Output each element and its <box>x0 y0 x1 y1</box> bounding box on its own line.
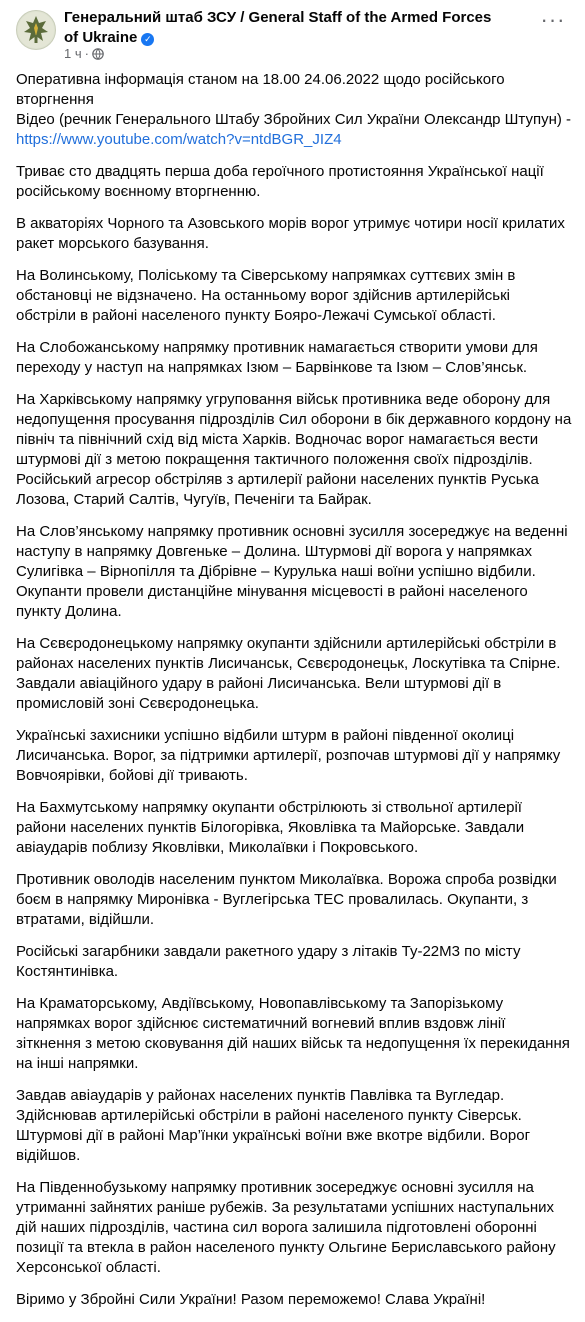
intro-line-2: Відео (речник Генерального Штабу Збройних Сил України Олександр Штупун) - <box>16 111 572 128</box>
post-paragraph-15: Віримо у Збройні Сили України! Разом переможемо! Слава Україні! <box>16 1291 486 1308</box>
meta-separator: · <box>84 46 89 61</box>
page-name-text[interactable]: Генеральний штаб ЗСУ / General Staff of the Armed Forces of Ukraine <box>64 9 492 46</box>
post-paragraph-1: Триває сто двадцять перша доба героїчного протистояння Української нації російському воєнному вторгненню. <box>16 163 544 200</box>
post-paragraph-8: Українські захисники успішно відбили штурм в районі південної околиці Лисичанська. Ворог, за підтримки артилерії, розпочав штурмові дії у напрямку Вовчоярівки, бойові дії тривають. <box>16 727 561 784</box>
more-options-icon[interactable]: ··· <box>540 7 566 32</box>
coat-of-arms-icon <box>17 11 55 49</box>
post-paragraph-4: На Слобожанському напрямку противник намагається створити умови для переходу у наступ на напрямках Ізюм – Барвінкове та Ізюм – Слов’янськ. <box>16 339 538 376</box>
post-paragraph-9: На Бахмутському напрямку окупанти обстрілюють зі ствольної артилерії райони населених пунктів Білогорівка, Яковлівка та Майорське. Завдали авіаударів поблизу Яковлівки, Миколаївки і Покровського. <box>16 799 525 856</box>
intro-paragraph <box>16 70 572 150</box>
globe-icon[interactable] <box>92 48 104 64</box>
post-paragraph-2: В акваторіях Чорного та Азовського морів ворог утримує чотири носії крилатих ракет морського базування. <box>16 215 565 252</box>
post-paragraph-3: На Волинському, Поліському та Сіверському напрямках суттєвих змін в обстановці не відзначено. На останньому ворог здійснив артилерійські обстріли в районі населеного пункту Бояро-Лежачі Сумської області. <box>16 267 516 324</box>
verified-badge-icon: ✓ <box>141 33 154 46</box>
page-name[interactable] <box>64 8 504 48</box>
post-paragraph-11: Російські загарбники завдали ракетного удару з літаків Ту-22М3 по місту Костянтинівка. <box>16 943 521 980</box>
post-paragraph-5: На Харківському напрямку угруповання військ противника веде оборону для недопущення просування підрозділів Сил оборони в бік державного кордону на північ та північний схід від міста Харків. Водночас ворог намагається вести штурмові дії з метою покращення тактичного положення своїх підрозділів. Російський агресор обстріляв з артилерії райони населених пунктів Руська Лозова, Старий Салтів, Чугуїв, Печеніги та Байрак. <box>16 391 572 508</box>
post-meta <box>64 46 104 64</box>
avatar[interactable] <box>16 10 56 50</box>
intro-line-1: Оперативна інформація станом на 18.00 24.06.2022 щодо російського вторгнення <box>16 71 505 108</box>
post-paragraph-12: На Краматорському, Авдіївському, Новопавлівському та Запорізькому напрямках ворог здійснює систематичний вогневий вплив вздовж лінії зіткнення з метою сковування дій наших військ та недопущення їх перекидання на інші напрямки. <box>16 995 570 1072</box>
post-time[interactable]: 1 ч <box>64 46 82 61</box>
post-paragraph-7: На Сєвєродонецькому напрямку окупанти здійснили артилерійські обстріли в районах населених пунктів Лисичанськ, Сєвєродонецьк, Лоскутівка та Спірне. Завдали авіаційного удару в районі Лисичанська. Вели штурмові дії в промисловій зоні Сєвєродонецька. <box>16 635 561 712</box>
post-paragraph-6: На Слов’янському напрямку противник основні зусилля зосереджує на веденні наступу в напрямку Довгеньке – Долина. Штурмові дії ворога у напрямках Сулигівка – Вірнопілля та Дібрівне – Курулька наші воїни успішно відбили. Окупанти провели дистанційне мінування місцевості в районі населеного пункту Долина. <box>16 523 568 620</box>
video-link[interactable]: https://www.youtube.com/watch?v=ntdBGR_JIZ4 <box>16 131 342 148</box>
post-paragraph-10: Противник оволодів населеним пунктом Миколаївка. Ворожа спроба розвідки боєм в напрямку Миронівка - Вуглегірська ТЕС провалилась. Окупанти, з втратами, відійшли. <box>16 871 557 928</box>
post-body <box>16 70 572 1322</box>
post-paragraph-13: Завдав авіаударів у районах населених пунктів Павлівка та Вугледар. Здійснював артилерійські обстріли в районі населеного пункту Сіверськ. Штурмові дії в районі Мар’їнки українські воїни вже вкотре відбили. Ворог відійшов. <box>16 1087 531 1164</box>
post-paragraph-14: На Південнобузькому напрямку противник зосереджує основні зусилля на утриманні зайнятих раніше рубежів. За результатами успішних наступальних дій наших підрозділів, частина сил ворога залишила підготовлені оборонні позиції та втекла в район населеного пункту Ольгине Бериславського району Херсонської області. <box>16 1179 556 1276</box>
post-header <box>0 0 585 66</box>
